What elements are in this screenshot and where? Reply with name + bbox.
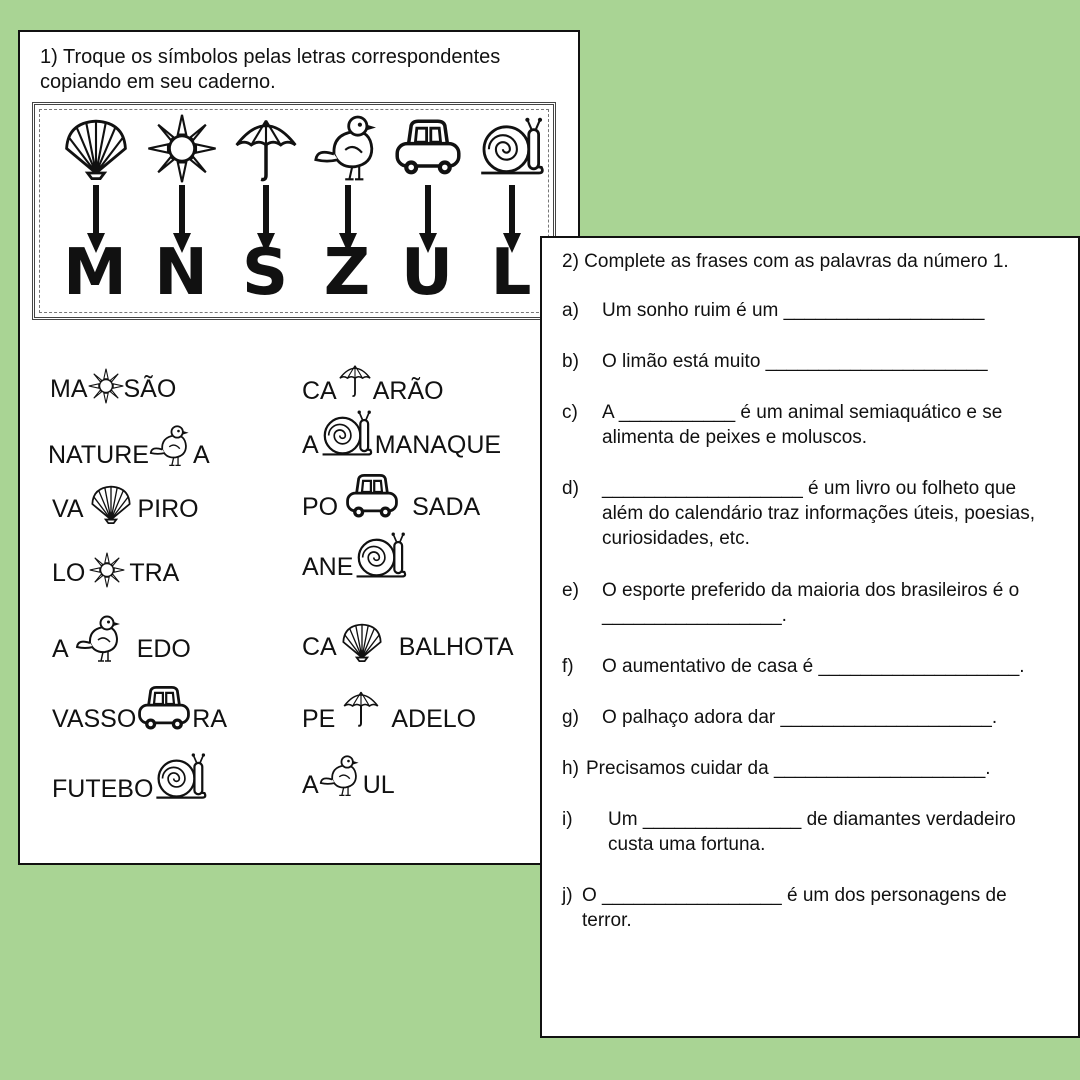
umbrella-icon [341,682,381,734]
question-label: a) [562,300,579,321]
shell-icon [61,111,131,186]
umbrella-icon [231,111,301,186]
key-column [55,105,135,320]
bird-icon [149,422,193,470]
word-prefix: A [52,635,69,663]
bird-icon [75,614,125,664]
sun-icon [89,552,125,588]
car-icon [393,111,463,186]
exercise-1-title: 1) Troque os símbolos pelas letras correspondentes copiando em seu caderno. [40,46,501,93]
coded-word [52,614,191,664]
sun-icon [147,111,217,186]
question-label: g) [562,707,579,728]
question-label: j) [562,885,573,906]
word-prefix: PO [302,493,339,521]
word-prefix: ANE [302,553,354,581]
word-prefix: A [302,431,319,459]
question-text: O limão está muito _____________________ [602,351,988,372]
coded-word [50,368,176,404]
coded-word [302,472,480,522]
question-text: A ___________ é um animal semiaquático e se alimenta de peixes e moluscos. [602,402,1003,448]
question-label: c) [562,402,578,423]
key-column [307,105,387,320]
word-suffix: ARÃO [372,377,444,405]
coded-word [52,684,227,734]
word-prefix: CA [302,377,337,405]
question-text: O esporte preferido da maioria dos brasileiros é o _________________. [602,580,1020,626]
question-text: Um _______________ de diamantes verdadeiro custa uma fortuna. [608,809,1016,855]
question-text: O aumentativo de casa é ___________________. [602,656,1025,677]
word-prefix: MA [50,375,88,403]
sun-icon [88,368,124,404]
word-prefix: NATURE [48,441,149,469]
coded-word [48,422,210,470]
coded-word [302,354,444,406]
coded-word [302,622,514,662]
key-letter: N [154,236,208,310]
key-letter: M [63,236,127,310]
snail-icon [353,532,409,582]
question-label: e) [562,580,579,601]
word-prefix: FUTEBO [52,775,154,803]
word-prefix: VA [52,495,84,523]
shell-icon [88,484,134,524]
key-column [225,105,305,320]
key-column [387,105,467,320]
worksheet-exercise-1 [18,30,580,865]
question-label: f) [562,656,574,677]
umbrella-icon [337,354,373,406]
word-suffix: BALHOTA [398,633,514,661]
word-suffix: EDO [136,635,191,663]
word-prefix: CA [302,633,337,661]
coded-word [302,410,501,460]
coded-word [302,682,476,734]
word-suffix: SADA [412,493,481,521]
coded-word [52,552,179,588]
car-icon [136,684,192,734]
coded-word [302,752,395,800]
question-text: Um sonho ruim é um ___________________ [602,300,985,321]
symbol-key-box [32,102,556,320]
word-prefix: PE [302,705,336,733]
word-suffix: SÃO [123,375,177,403]
coded-word [52,484,199,524]
word-prefix: VASSO [52,705,137,733]
worksheet-exercise-2 [540,236,1080,1038]
key-column [141,105,221,320]
question-text: O _________________ é um dos personagens de terror. [582,885,1007,931]
word-suffix: PIRO [137,495,199,523]
word-prefix: A [302,771,319,799]
word-suffix: ADELO [391,705,477,733]
question-label: h) [562,758,579,779]
snail-icon [153,752,209,804]
key-letter: Z [323,236,371,310]
question-text: Precisamos cuidar da ____________________. [586,758,991,779]
question-text: O palhaço adora dar ____________________. [602,707,998,728]
word-suffix: UL [362,771,395,799]
coded-word [302,532,409,582]
word-suffix: TRA [129,559,180,587]
exercise-2-title: 2) Complete as frases com as palavras da número 1. [562,251,1009,272]
bird-icon [319,752,363,800]
car-icon [344,472,400,522]
bird-icon [313,111,383,186]
key-column [471,105,551,320]
word-suffix: A [192,441,210,469]
question-text: ___________________ é um livro ou folheto que além do calendário traz informações úteis, poesias, curiosidades, etc. [602,478,1036,549]
question-label: i) [562,809,573,830]
word-suffix: MANAQUE [374,431,502,459]
question-label: b) [562,351,579,372]
snail-icon [477,111,547,186]
shell-icon [339,622,385,662]
key-letter: U [401,236,453,310]
snail-icon [319,410,375,460]
question-label: d) [562,478,579,499]
word-suffix: RA [192,705,228,733]
key-letter: L [490,236,532,310]
key-letter: S [241,236,289,310]
word-prefix: LO [52,559,86,587]
coded-word [52,752,209,804]
